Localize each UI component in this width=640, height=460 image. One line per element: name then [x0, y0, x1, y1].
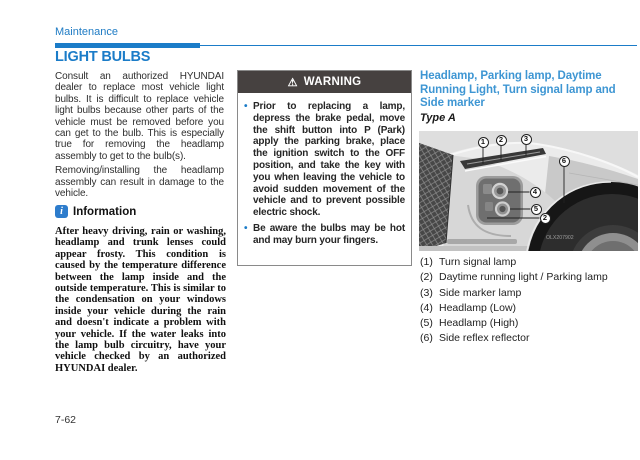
- information-header: [55, 205, 136, 218]
- headlamp-figure: [419, 131, 638, 251]
- legend-item: [420, 272, 638, 284]
- warning-header: [238, 71, 411, 93]
- legend-label: Side marker lamp: [439, 286, 522, 299]
- callout-5: 5: [531, 204, 542, 215]
- warning-title: WARNING: [303, 76, 362, 88]
- figure-watermark: OLX207902: [546, 235, 574, 241]
- intro-paragraph-2: Removing/installing the headlamp assembly can result in damage to the vehicle.: [55, 165, 224, 200]
- legend-num: (3): [420, 286, 433, 299]
- legend-label: Turn signal lamp: [439, 256, 517, 268]
- warning-bullet-item: [244, 101, 405, 219]
- type-label: Type A: [420, 112, 456, 124]
- intro-paragraph-1: Consult an authorized HYUNDAI dealer to replace most vehicle light bulbs. It is difficult to replace vehicle light bulbs because other parts of the vehicle must be removed before you can get to the bulb. This is especially true for removing the headlamp assembly to get to the bulb(s).: [55, 71, 224, 162]
- bullet-marker: •: [244, 101, 248, 112]
- callout-2: 2: [496, 135, 507, 146]
- info-icon: i: [55, 205, 68, 218]
- legend-item: [420, 303, 638, 315]
- legend-num: (5): [420, 317, 433, 330]
- legend-num: (2): [420, 271, 433, 284]
- callout-3: 3: [521, 134, 532, 145]
- legend-num: (4): [420, 301, 433, 314]
- legend-item: [420, 257, 638, 269]
- header-rule-thin: [200, 45, 637, 46]
- section-header: Maintenance: [55, 26, 118, 38]
- warning-bullet-text: Be aware the bulbs may be hot and may burn your fingers.: [253, 222, 405, 246]
- callout-2b: 2: [540, 213, 551, 224]
- legend-label: Headlamp (Low): [439, 301, 517, 314]
- page-number: 7-62: [55, 414, 77, 426]
- information-paragraph: After heavy driving, rain or washing, headlamp and trunk lenses could appear frosty. This condition is caused by the temperature difference between the lamp inside and the outside temperature. This is similar to the condensation on your windows inside your vehicle during the rain and doesn't indicate a problem with your vehicle. If the water leaks into the lamp bulb circuitry, have your vehicle checked by an authorized HYUNDAI dealer.: [55, 226, 226, 374]
- legend-item: [420, 288, 638, 300]
- warning-bullet-list: [238, 93, 411, 247]
- legend-label: Side reflex reflector: [439, 332, 530, 345]
- warning-icon: ⚠: [287, 76, 298, 89]
- warning-box: [237, 70, 412, 266]
- page-title: LIGHT BULBS: [55, 49, 151, 65]
- section-heading: Headlamp, Parking lamp, Daytime Running Light, Turn signal lamp and Side marker: [420, 70, 616, 109]
- warning-bullet-text: Prior to replacing a lamp, depress the brake pedal, move the shift button into P (Park) apply the parking brake, place the ignition switch to the OFF position, and take the key with you when leaving the vehicle to avoid sudden movement of the vehicle and to prevent possible electric shock.: [253, 101, 405, 219]
- callout-1: 1: [478, 137, 489, 148]
- warning-bullet-item: [244, 223, 405, 247]
- bullet-marker: •: [244, 222, 248, 234]
- legend-item: [420, 318, 638, 330]
- callout-4: 4: [530, 187, 541, 198]
- legend-item: [420, 333, 638, 345]
- callout-6: 6: [559, 156, 570, 167]
- car-front-illustration: [419, 131, 638, 251]
- information-title: Information: [73, 205, 137, 218]
- legend-label: Headlamp (High): [439, 317, 519, 330]
- intro-text: [55, 71, 224, 202]
- legend-num: (1): [420, 256, 433, 268]
- header-rule-thick: [55, 43, 200, 48]
- legend-label: Daytime running light / Parking lamp: [439, 271, 608, 284]
- legend-num: (6): [420, 332, 433, 345]
- lamp-legend: [420, 257, 638, 349]
